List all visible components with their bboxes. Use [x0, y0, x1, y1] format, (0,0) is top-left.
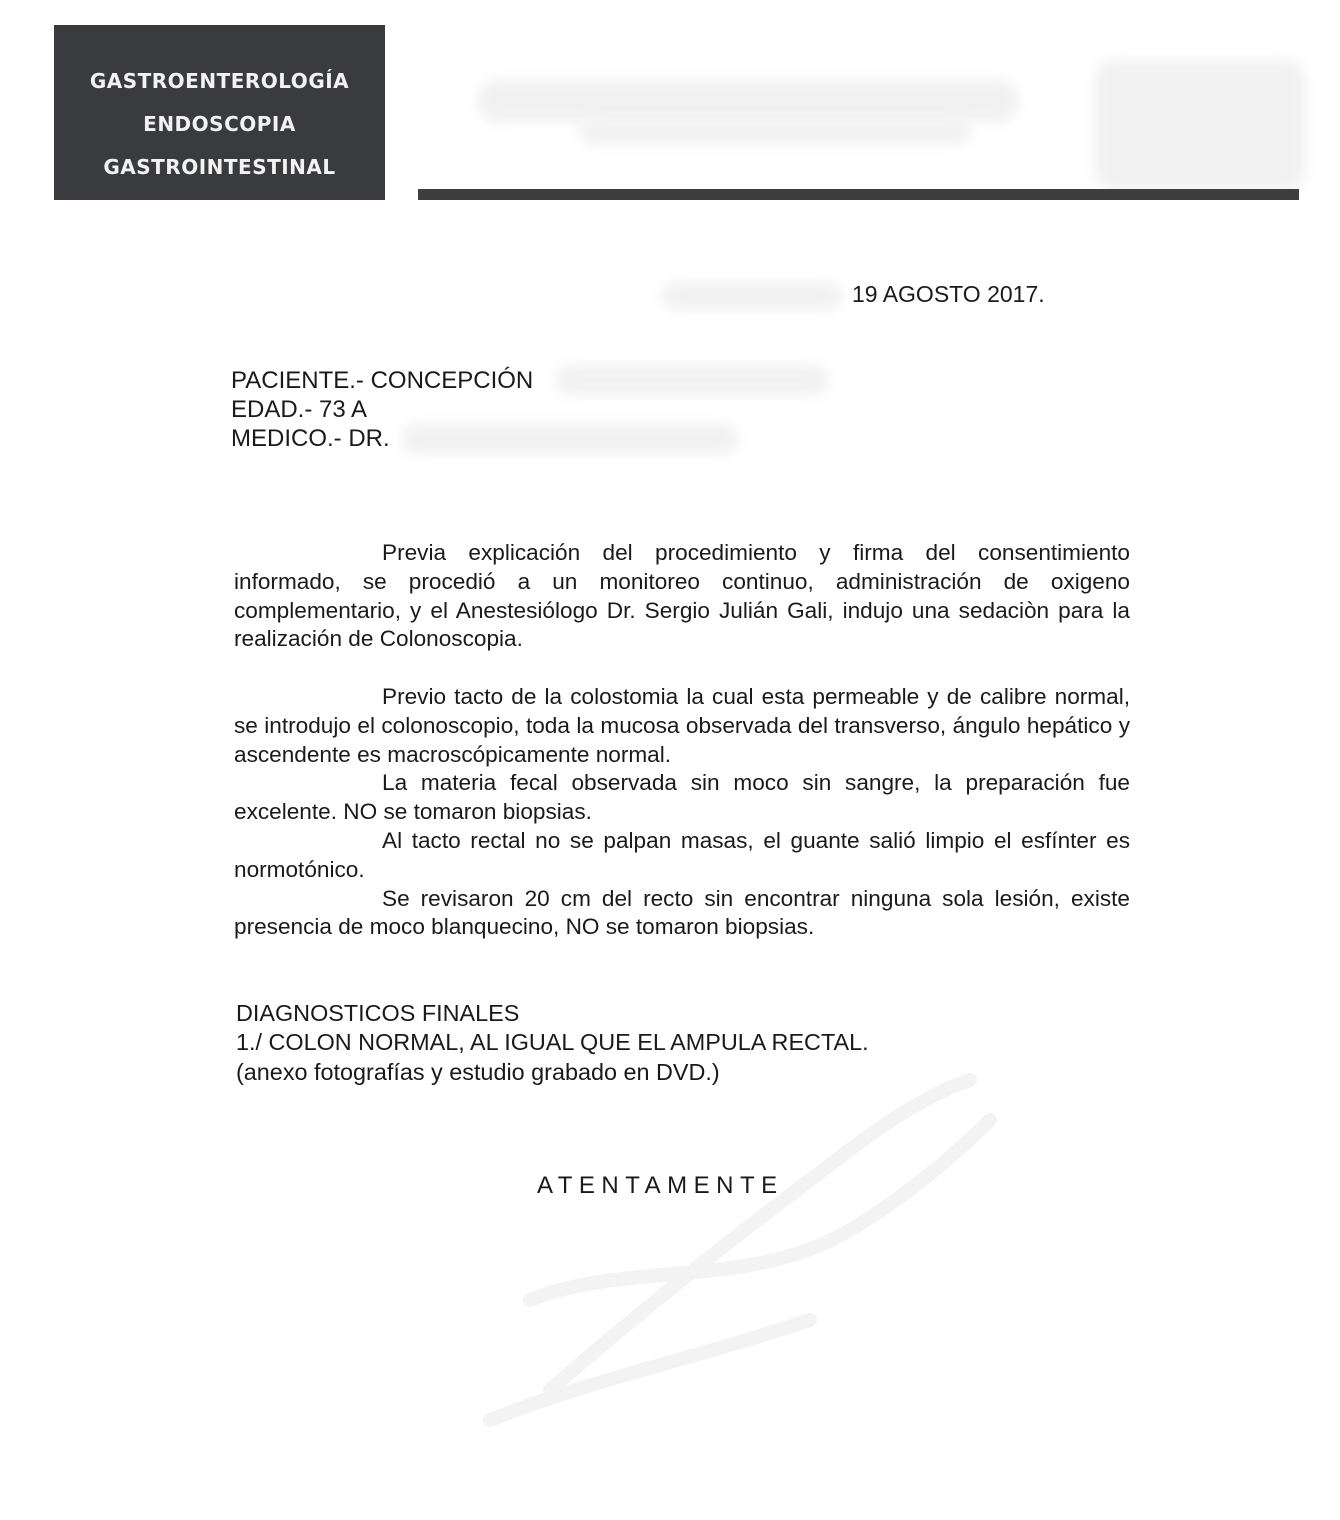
procedure-findings: [234, 683, 1130, 942]
redacted-contact-info: [1095, 60, 1305, 190]
diagnosis-heading: DIAGNOSTICOS FINALES: [236, 1000, 520, 1026]
letterhead-logo: [54, 25, 385, 200]
signature-scribble: [430, 1060, 1030, 1460]
paragraph-rectum-review: Se revisaron 20 cm del recto sin encontrar ninguna sola lesión, existe presencia de moco blanquecino, NO se tomaron biopsias.: [234, 885, 1130, 940]
patient-age-line: EDAD.- 73 A: [231, 396, 368, 423]
document-date: 19 AGOSTO 2017.: [852, 281, 1045, 307]
doctor-line: MEDICO.- DR.: [231, 425, 390, 452]
redacted-subtitle: [580, 120, 970, 144]
paragraph-colostomy: Previo tacto de la colostomia la cual esta permeable y de calibre normal, se introdujo el colonoscopio, toda la mucosa observada del transverso, ángulo hepático y ascendente es macroscópicamente normal.: [234, 684, 1130, 767]
logo-line-specialty: GASTROENTEROLOGÍA: [89, 69, 350, 93]
redacted-location: [662, 282, 842, 310]
redacted-doctor-name: [478, 80, 1018, 122]
redacted-doctor: [402, 424, 738, 454]
paragraph-fecal-matter: La materia fecal observada sin moco sin sangre, la preparación fue excelente. NO se tomaron biopsias.: [234, 770, 1130, 825]
procedure-intro: [234, 539, 1130, 654]
patient-name-line: PACIENTE.- CONCEPCIÓN: [231, 367, 534, 394]
logo-line-endoscopy: ENDOSCOPIA: [143, 112, 296, 136]
logo-line-gastrointestinal: GASTROINTESTINAL: [103, 155, 336, 179]
paragraph-rectal-exam: Al tacto rectal no se palpan masas, el guante salió limpio el esfínter es normotónico.: [234, 827, 1130, 882]
header-rule: [418, 189, 1299, 200]
diagnosis-item: 1./ COLON NORMAL, AL IGUAL QUE EL AMPULA RECTAL.: [236, 1029, 869, 1055]
redacted-patient-surname: [556, 365, 828, 395]
diagnosis-note: (anexo fotografías y estudio grabado en DVD.): [236, 1059, 720, 1085]
paragraph-consent: Previa explicación del procedimiento y firma del consentimiento informado, se procedió a un monitoreo continuo, administración de oxigeno complementario, y el Anestesiólogo Dr. Sergio Julián Gali, indujo una sedaciòn para la realización de Colonoscopia.: [234, 540, 1130, 652]
closing-salutation: ATENTAMENTE: [537, 1172, 784, 1199]
